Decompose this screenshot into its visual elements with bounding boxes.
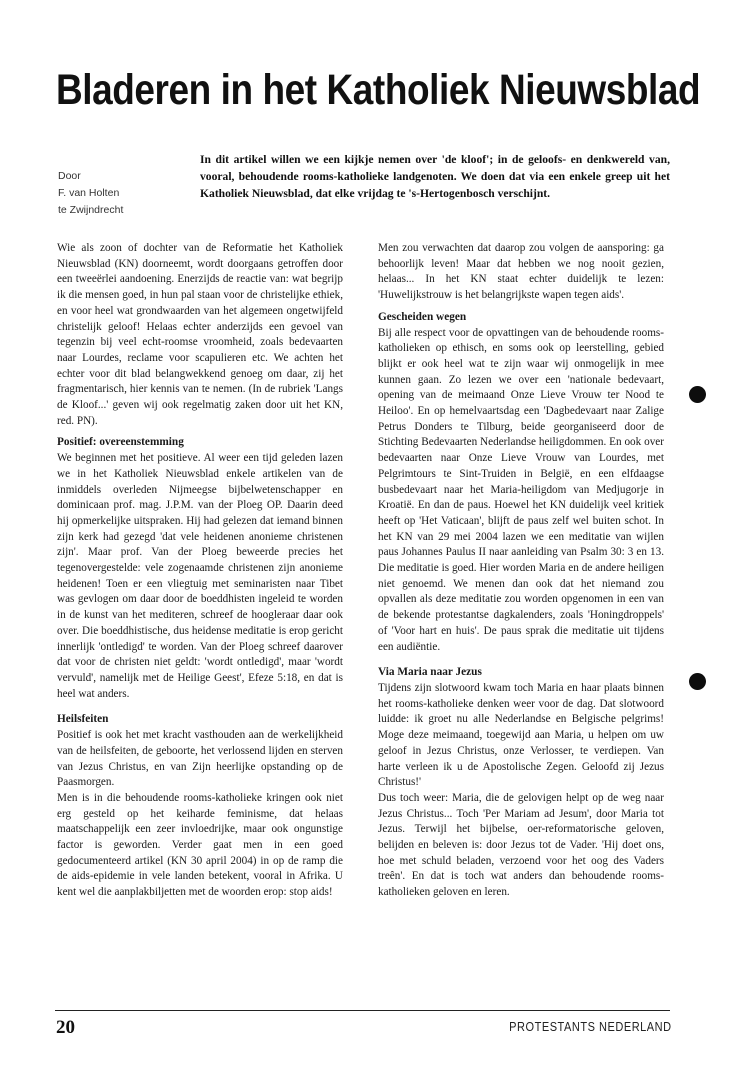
paragraph: We beginnen met het positieve. Al weer een tijd geleden lazen we in het Katholiek Nieuwsblad enkele artikelen van de inmiddels overleden Nijmeegse bijbelwetenschapper en dominicaan prof. mag. J.P.M. van der Ploeg OP. Daarin deed hij opmerkelijke uitspraken. Hij had gelezen dat iemand binnen zijn kerk had gezegd 'dat vele heidenen anonieme christenen zijn'. Maar prof. Van der Ploeg beweerde precies het tegenovergestelde: vele zogenaamde christenen zijn anonieme heidenen! Toen er een vliegtuig met seminaristen naar Tibet was gevlogen om daar door de boeddhisten ingeleid te worden in de kunst van het mediteren, schreef de hoogleraar daar ook over. Die boeddhistische, dus heidense meditatie is erop gericht innerlijk 'ontledigd' te worden. Van der Ploeg schreef daarover dat voor de christen niet geldt: 'wordt ontledigd', maar 'wordt vervuld', namelijk met de Heilige Geest', Efeze 5:18, en dat is heel wat anders. xyxy=(57,452,343,700)
right-column xyxy=(378,241,664,901)
paragraph: Positief is ook het met kracht vasthouden aan de werkelijkheid van de heilsfeiten, de geboorte, het verlossend lijden en sterven van Jezus Christus, en van Zijn heerlijke opstanding op de Paasmorgen. xyxy=(57,729,343,789)
byline-author: F. van Holten xyxy=(58,187,120,199)
section-heading: Heilsfeiten xyxy=(57,713,109,726)
paragraph: Men is in die behoudende rooms-katholieke kringen ook niet erg gesteld op het keiharde feminisme, dat helaas maatschappelijk een zeer invloedrijke, maar ook ongunstige factor is geworden. Verder gaat men in een goed gedocumenteerd artikel (KN 30 april 2004) in op de ramp die de aids-epidemie in vele landen betekent, vooral in Afrika. U kent wel die aanplakbiljetten met de woorden erop: stop aids! xyxy=(57,791,343,899)
footer-divider xyxy=(55,1010,670,1011)
punch-hole-marker xyxy=(689,386,706,403)
paragraph: Wie als zoon of dochter van de Reformatie het Katholiek Nieuwsblad (KN) doorneemt, wordt doorgaans getroffen door een tweeërlei aandoening. Enerzijds de reactie van: wat begrijp ik die mensen goed, in hun pal staan voor de christelijke ethiek, en voor heel wat grondwaarden van het algemeen ongetwijfeld christelijk geloof! Helaas echter anderzijds een gevoel van tegenzin bij veel echt-roomse vroomheid, zoals bedevaarten naar Lourdes, reclame voor scapulieren etc. We achten het echter voor dit blad belangwekkend genoeg om daar, zij het fragmentarisch, hier kennis van te nemen. (In de rubriek 'Langs de Kloof...' geven wij ook regelmatig zaken door uit het KN, red. PN). xyxy=(57,242,343,427)
page-number: 20 xyxy=(56,1017,75,1038)
article-intro: In dit artikel willen we een kijkje nemen over 'de kloof'; in de geloofs- en denkwereld van, vooral, behoudende rooms-katholieke landgenoten. We doen dat via een enkele greep uit het Katholiek Nieuwsblad, dat elke vrijdag te 's-Hertogenbosch verschijnt. xyxy=(200,153,670,201)
paragraph: Bij alle respect voor de opvattingen van de behoudende rooms-katholieken op ethisch, en soms ook op leerstelling, gebied blijkt er ook heel wat te zijn waar wij onmogelijk in mee kunnen gaan. Zo lezen we over een 'nationale bedevaart, opening van de meimaand Onze Lieve Vrouw ter Nood te Heiloo'. En op hemelvaartsdag een 'Dagbedevaart naar Zalige Petrus Donders te Tilburg, beide georganiseerd door de Stichting Bedevaarten Nederlandse heiligdommen. En ook over bedevaarten naar Onze Lieve Vrouw van Lourdes, met Pelgrimtours te Sint-Truiden in België, en een elfdaagse busbedevaart naar het Maria-heiligdom van Medjugorje in Kroatië. En dan de paus. Hoewel het KN duidelijk veel kritiek heeft op 'Het Vaticaan', blijft de paus zelf wel buiten schot. In het KN van 29 mei 2004 lazen we een meditatie van wijlen paus Johannes Paulus II naar aanleiding van Psalm 30: 3 en 13. Die meditatie is goed. Hier worden Maria en de andere heiligen niet genoemd. We menen dan ook dat het niemand zou opvallen als deze meditatie zou worden opgenomen in een van de bekende protestantse dagkalenders, zoals 'Honingdroppels' of 'Voor hart en huis'. De paus sprak die meditatie uit tijdens een audiëntie. xyxy=(378,326,664,653)
publication-name: PROTESTANTS NEDERLAND xyxy=(509,1020,672,1034)
left-column xyxy=(57,241,343,901)
section-heading: Positief: overeenstemming xyxy=(57,436,184,449)
article-title: Bladeren in het Katholiek Nieuwsblad xyxy=(56,66,701,114)
byline-prefix: Door xyxy=(58,170,81,182)
punch-hole-marker xyxy=(689,673,706,690)
section-heading: Via Maria naar Jezus xyxy=(378,666,482,679)
byline xyxy=(58,168,178,219)
paragraph: Men zou verwachten dat daarop zou volgen de aansporing: ga behoorlijk leven! Maar dat hebben we nog nooit gezien, helaas... In het KN staat echter duidelijk te lezen: 'Huwelijkstrouw is het belangrijkste wapen tegen aids'. xyxy=(378,242,664,302)
section-heading: Gescheiden wegen xyxy=(378,310,467,323)
byline-location: te Zwijndrecht xyxy=(58,204,124,216)
paragraph: Tijdens zijn slotwoord kwam toch Maria en haar plaats binnen het rooms-katholieke denken weer voor de dag. Dat slotwoord luidde: ik groet nu alle Nederlandse en Belgische pelgrims! Moge deze meimaand, toegewijd aan Maria, u helpen om uw geloof in Jezus Christus, onze Verlosser, te verdiepen. Van harte verleen ik u de Apostolische Zegen. Geloofd zij Jezus Christus!' xyxy=(378,681,664,789)
paragraph: Dus toch weer: Maria, die de gelovigen helpt op de weg naar Jezus Christus... Toch 'Per Mariam ad Jesum', door Maria tot Jezus. Terwijl het bijbelse, oer-reformatorische geloven, belijden en beleven is: door Jezus tot de Vader. 'Hij doet ons, hoe met schuld beladen, verzoend voor het oog des Vaders treên'. En dat is toch wat anders dan behoudende rooms-katholieken geloven en leren. xyxy=(378,791,664,899)
